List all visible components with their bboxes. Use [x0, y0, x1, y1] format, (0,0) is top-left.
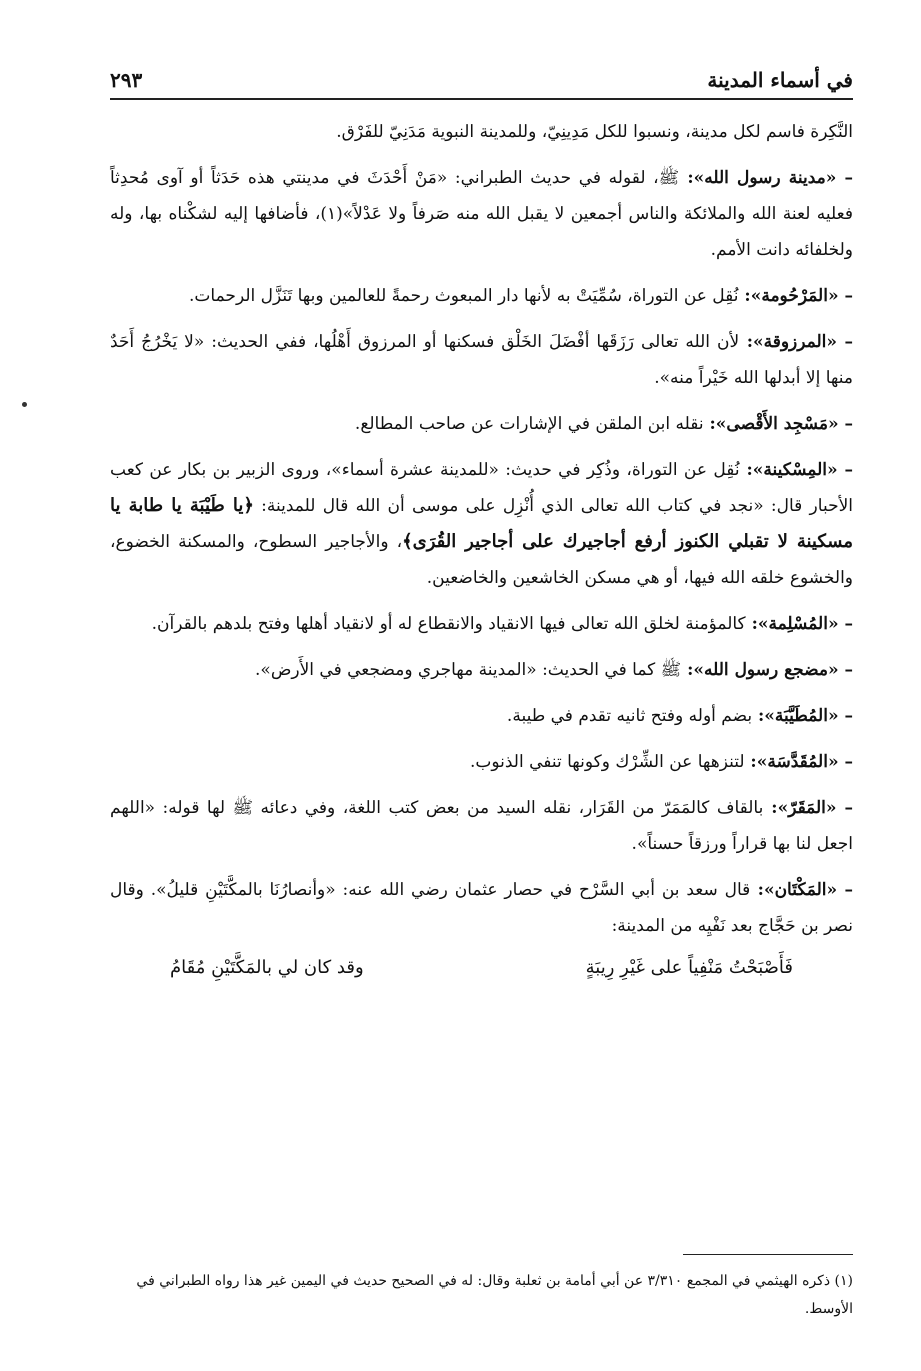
poetry-verse: [110, 950, 853, 986]
entry-text: ﷺ، لقوله في حديث الطبراني: «مَنْ أَحْدَثَ في مدينتي هذه حَدَثاً أو آوى مُحدِثاً فعليه لعنة الله والملائكة والناس أجمعين لا يقبل الله منه صَرفاً ولا عَدْلاً»(١)، فأضافها إليه لشكْناه بها، وله ولخلفائه دانت الأمم.: [110, 168, 853, 260]
entry-text: بالقاف كالمَمَرّ من القَرَار، نقله السيد من بعض كتب اللغة، وفي دعائه ﷺ لها قوله: «اللهم اجعل لنا بها قراراً ورزقاً حسناً».: [110, 798, 853, 854]
footnote-1: (١) ذكره الهيثمي في المجمع ٣/٣١٠ عن أبي أمامة بن ثعلبة وقال: له في الصحيح حديث في اليمين غير هذا رواه الطبراني في الأوسط.: [136, 1273, 853, 1317]
entry-text: نُقِل عن التوراة، وذُكِر في حديث: «للمدينة عشرة أسماء»، وروى الزبير بن بكار عن كعب الأحبار قال: «نجد في كتاب الله تعالى الذي أُنْزِل على موسى أن الله قال للمدينة:: [110, 460, 854, 516]
entry-makkatan: [110, 872, 853, 944]
poetry-hemistich-second: وقد كان لي بالمَكَّتَيْنِ مُقَامُ: [170, 957, 364, 978]
scripture-quote: ﴿يا طَيْبَة يا طابة يا مسكينة لا تقبلي الكنوز أرفع أجاجيرك على أجاجير القُرَى﴾: [110, 495, 853, 552]
footnote-divider: [683, 1254, 853, 1255]
entry-term: – «المَكْتَان»:: [750, 880, 853, 900]
entry-term: – «المَقَرّ»:: [763, 798, 853, 818]
entry-term: – «مَسْجِد الأَقْصى»:: [703, 414, 853, 434]
running-title: في أسماء المدينة: [707, 68, 853, 92]
entry-mutayyaba: [110, 698, 853, 734]
entry-madinat-rasul: [110, 160, 853, 268]
page-header: [110, 62, 853, 100]
margin-dot: [22, 402, 27, 407]
entry-text: ﷺ كما في الحديث: «المدينة مهاجري ومضجعي في الأَرض».: [255, 660, 682, 680]
entry-muqaddasa: [110, 744, 853, 780]
entry-text-continued: ، والأجاجير السطوح، والمسكنة الخضوع، والخشوع خلقه الله فيها، أو هي مسكن الخاشعين والخاضعين.: [110, 532, 853, 588]
entry-term: – «مضجع رسول الله»:: [681, 660, 853, 680]
footnotes: [110, 1254, 853, 1323]
entry-text: لتنزهها عن الشِّرْك وكونها تنفي الذنوب.: [469, 752, 745, 772]
entry-masjid-aqsa: [110, 406, 853, 442]
entry-text: بضم أوله وفتح ثانيه تقدم في طيبة.: [506, 706, 753, 726]
entry-term: – «المرزوقة»:: [739, 332, 853, 352]
entry-term: – «المُسْلِمة»:: [745, 614, 853, 634]
entry-term: – «المِسْكينة»:: [739, 460, 853, 480]
poetry-hemistich-first: فَأَصْبَحْتُ مَنْفِياً على غَيْرِ رِيبَةٍ: [585, 957, 793, 978]
entry-text: لأن الله تعالى رَزَقَها أفْضَلَ الخَلْق فسكنها أو المرزوق أَهْلُها، ففي الحديث: «لا يَخْرُجُ أَحَدٌ منها إلا أبدلها الله خَيْراً منه».: [110, 332, 853, 388]
entry-term: – «المَرْحُومة»:: [738, 286, 853, 306]
entry-term: – «المُطَيَّبَة»:: [752, 706, 853, 726]
main-text: [110, 114, 853, 986]
page-number: ٢٩٣: [110, 68, 143, 92]
entry-muslima: [110, 606, 853, 642]
entry-term: – «المُقَدَّسَة»:: [744, 752, 853, 772]
entry-text: نقله ابن الملقن في الإشارات عن صاحب المطالع.: [354, 414, 704, 434]
entry-term: – «مدينة رسول الله»:: [679, 168, 854, 188]
entry-text: نُقِل عن التوراة، سُمِّيَتْ به لأنها دار المبعوث رحمةً للعالمين وبها تَنَزَّل الرحمات.: [189, 286, 739, 306]
entry-madja: [110, 652, 853, 688]
entry-text: كالمؤمنة لخلق الله تعالى فيها الانقياد والانقطاع له أو لانقياد أهلها وفتح بلدهم بالقرآن.: [151, 614, 746, 634]
paragraph-0: [110, 114, 853, 150]
entry-text: قال سعد بن أبي السَّرْح في حصار عثمان رضي الله عنه: «وأنصارُنَا بالمكَّتَيْنِ قليلُ». وقال نصر بن حَجَّاج بعد نَفْيِه من المدينة:: [110, 880, 853, 936]
entry-miskina: [110, 452, 853, 596]
entry-marhuma: [110, 278, 853, 314]
paragraph-text: النَّكِرة فاسم لكل مدينة، ونسبوا للكل مَدِينِيّ، وللمدينة النبوية مَدَنِيّ للفَرْق.: [336, 122, 853, 142]
book-page: [110, 62, 853, 1351]
entry-marzuqa: [110, 324, 853, 396]
entry-maqarr: [110, 790, 853, 862]
